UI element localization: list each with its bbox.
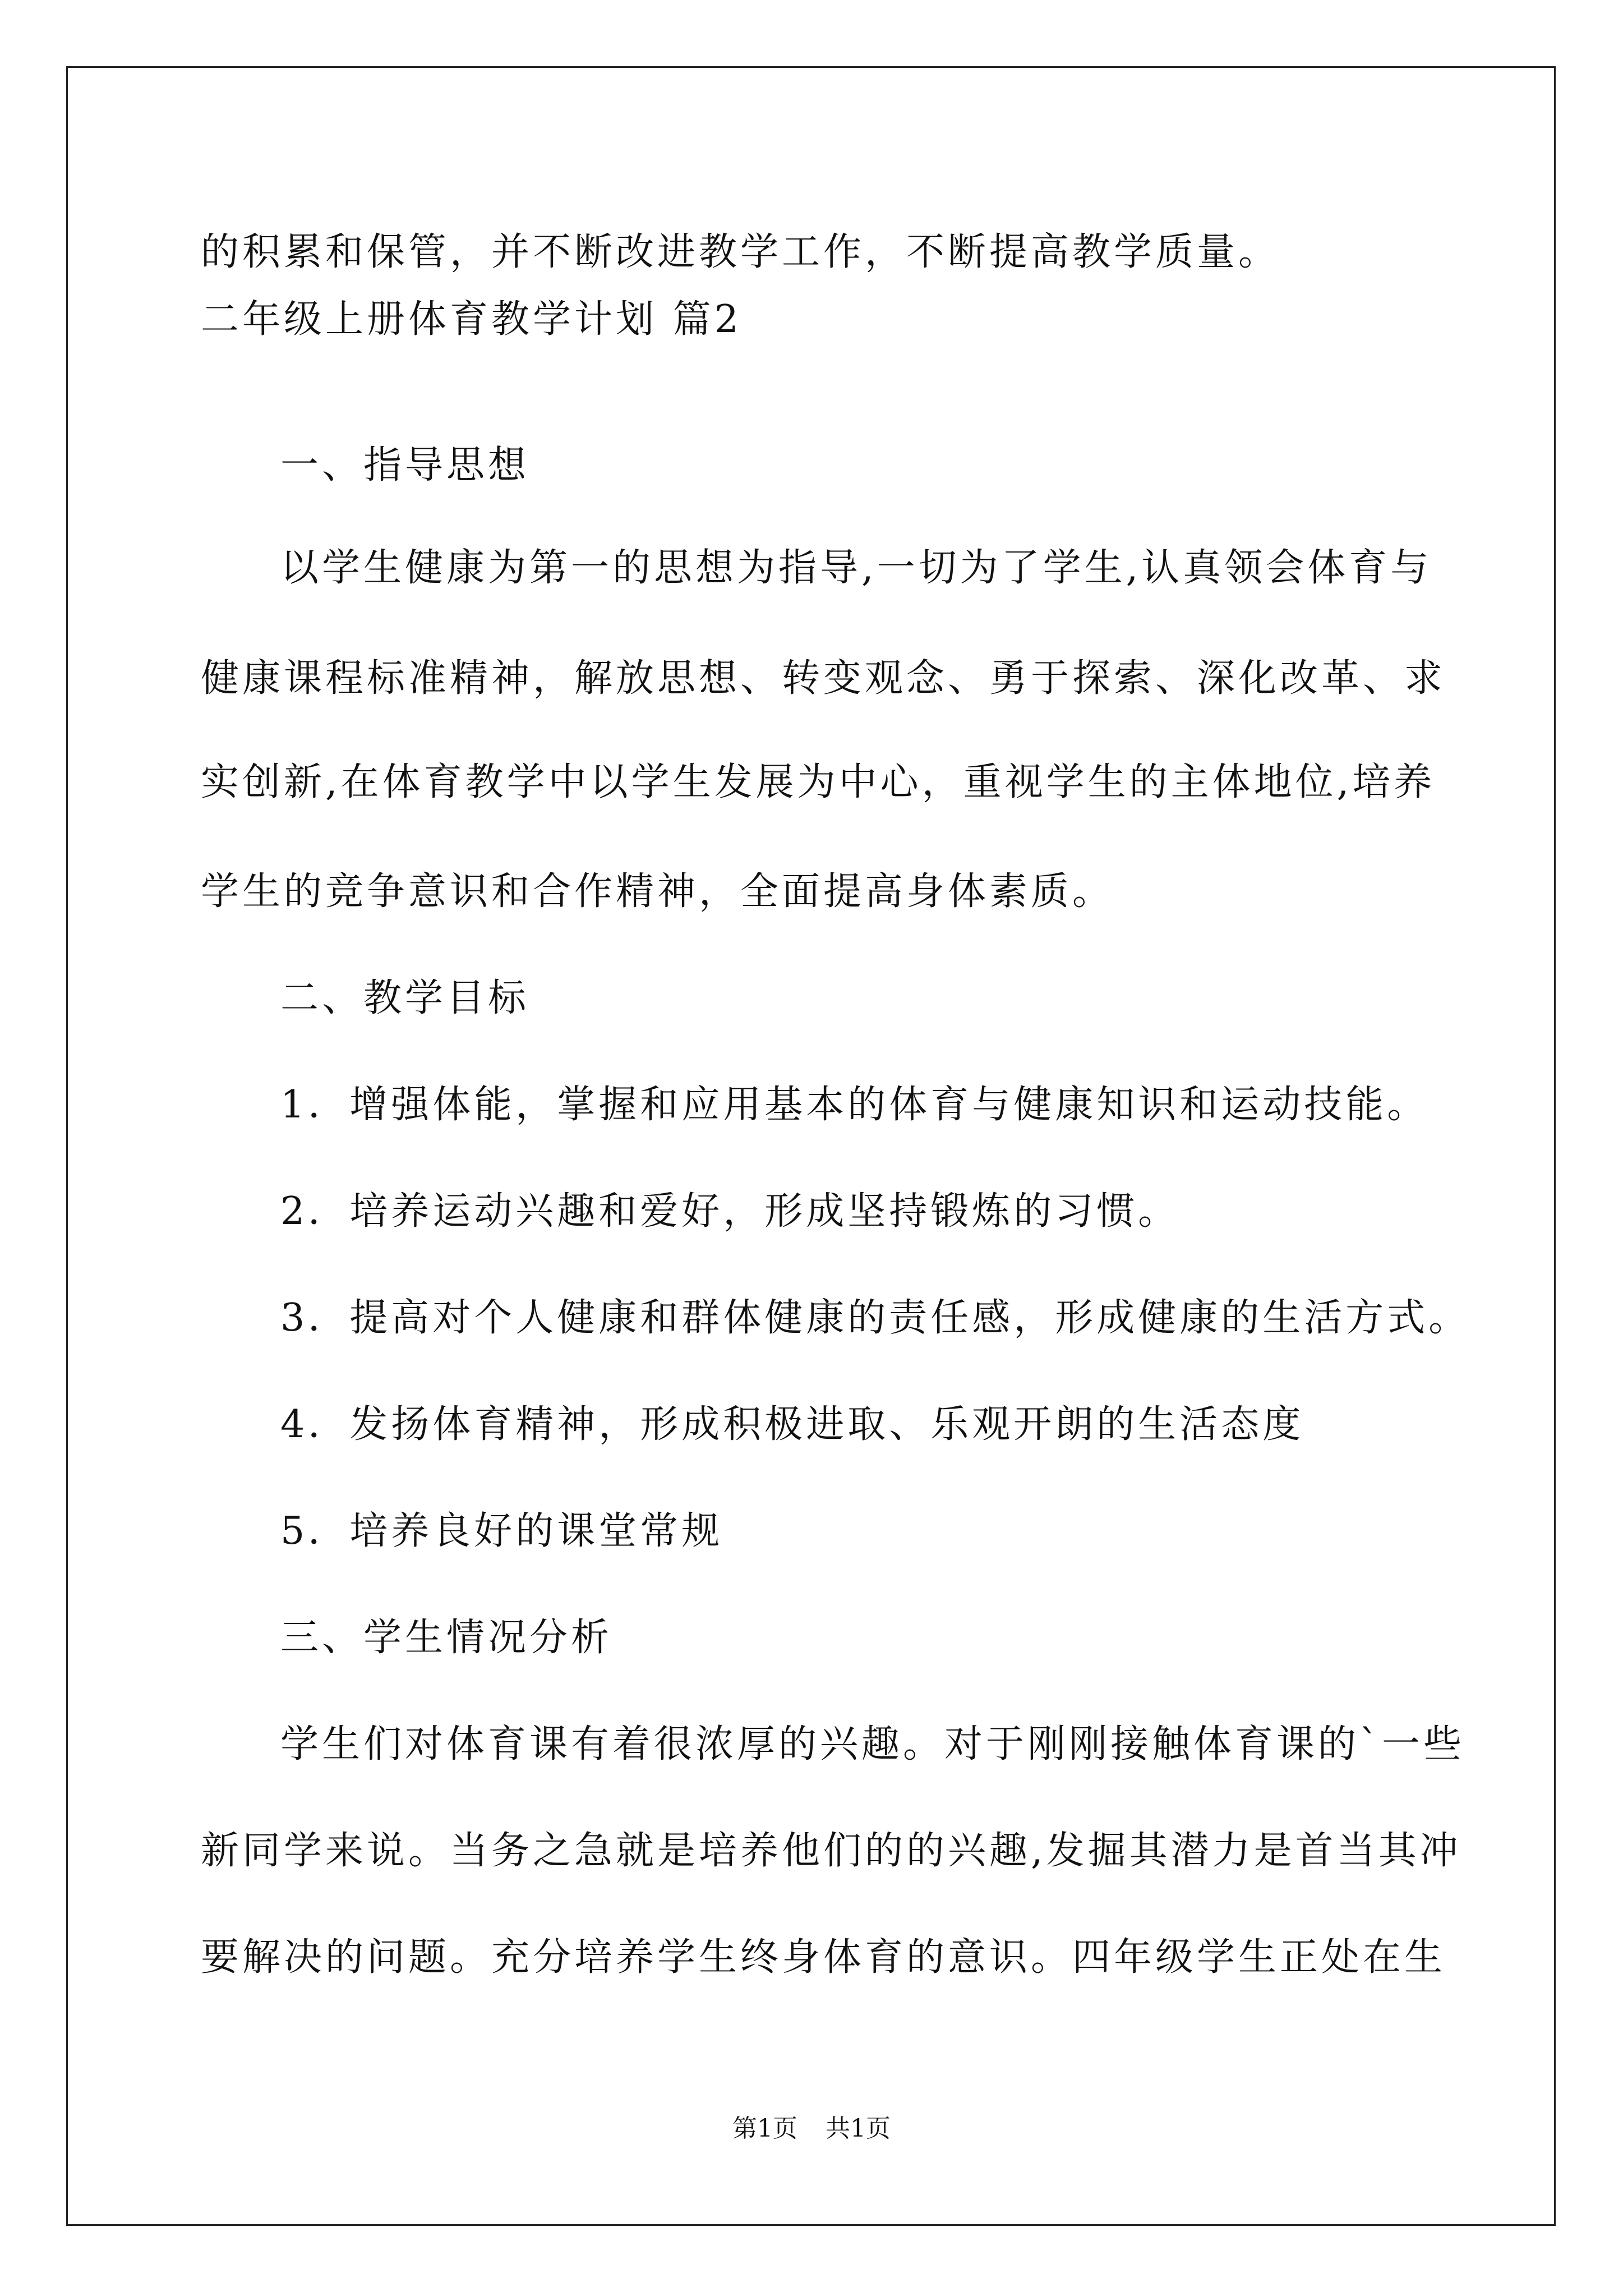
page-total: 共1页 [826, 2114, 891, 2143]
goal-item: 1．增强体能，掌握和应用基本的体育与健康知识和运动技能。 [280, 1083, 1429, 1127]
paragraph-line: 要解决的问题。充分培养学生终身体育的意识。四年级学生正处在生 [201, 1935, 1446, 1980]
goal-item: 4．发扬体育精神，形成积极进取、乐观开朗的生活态度 [280, 1402, 1304, 1447]
paragraph-line: 学生的竞争意识和合作精神，全面提高身体素质。 [201, 869, 1114, 914]
heading-guiding-ideology: 一、指导思想 [280, 443, 530, 487]
page-number: 第1页 [732, 2114, 797, 2143]
goal-item: 3．提高对个人健康和群体健康的责任感，形成健康的生活方式。 [280, 1296, 1470, 1340]
section-title: 二年级上册体育教学计划 篇2 [201, 297, 742, 342]
goal-item: 2．培养运动兴趣和爱好，形成坚持锻炼的习惯。 [280, 1189, 1180, 1234]
paragraph-line: 健康课程标准精神，解放思想、转变观念、勇于探索、深化改革、求 [201, 656, 1446, 701]
paragraph-line: 以学生健康为第一的思想为指导,一切为了学生,认真领会体育与 [280, 546, 1432, 590]
heading-student-analysis: 三、学生情况分析 [280, 1616, 613, 1660]
goal-item: 5．培养良好的课堂常规 [280, 1509, 723, 1553]
heading-teaching-goals: 二、教学目标 [280, 976, 530, 1020]
paragraph-continuation: 的积累和保管，并不断改进教学工作，不断提高教学质量。 [201, 230, 1280, 274]
paragraph-line: 学生们对体育课有着很浓厚的兴趣。对于刚刚接触体育课的`一些 [280, 1722, 1465, 1766]
paragraph-line: 实创新,在体育教学中以学生发展为中心，重视学生的主体地位,培养 [201, 760, 1436, 804]
page-border [66, 66, 1556, 2226]
page-footer [0, 2112, 1623, 2146]
paragraph-line: 新同学来说。当务之急就是培养他们的的兴趣,发掘其潜力是首当其冲 [201, 1829, 1461, 1873]
